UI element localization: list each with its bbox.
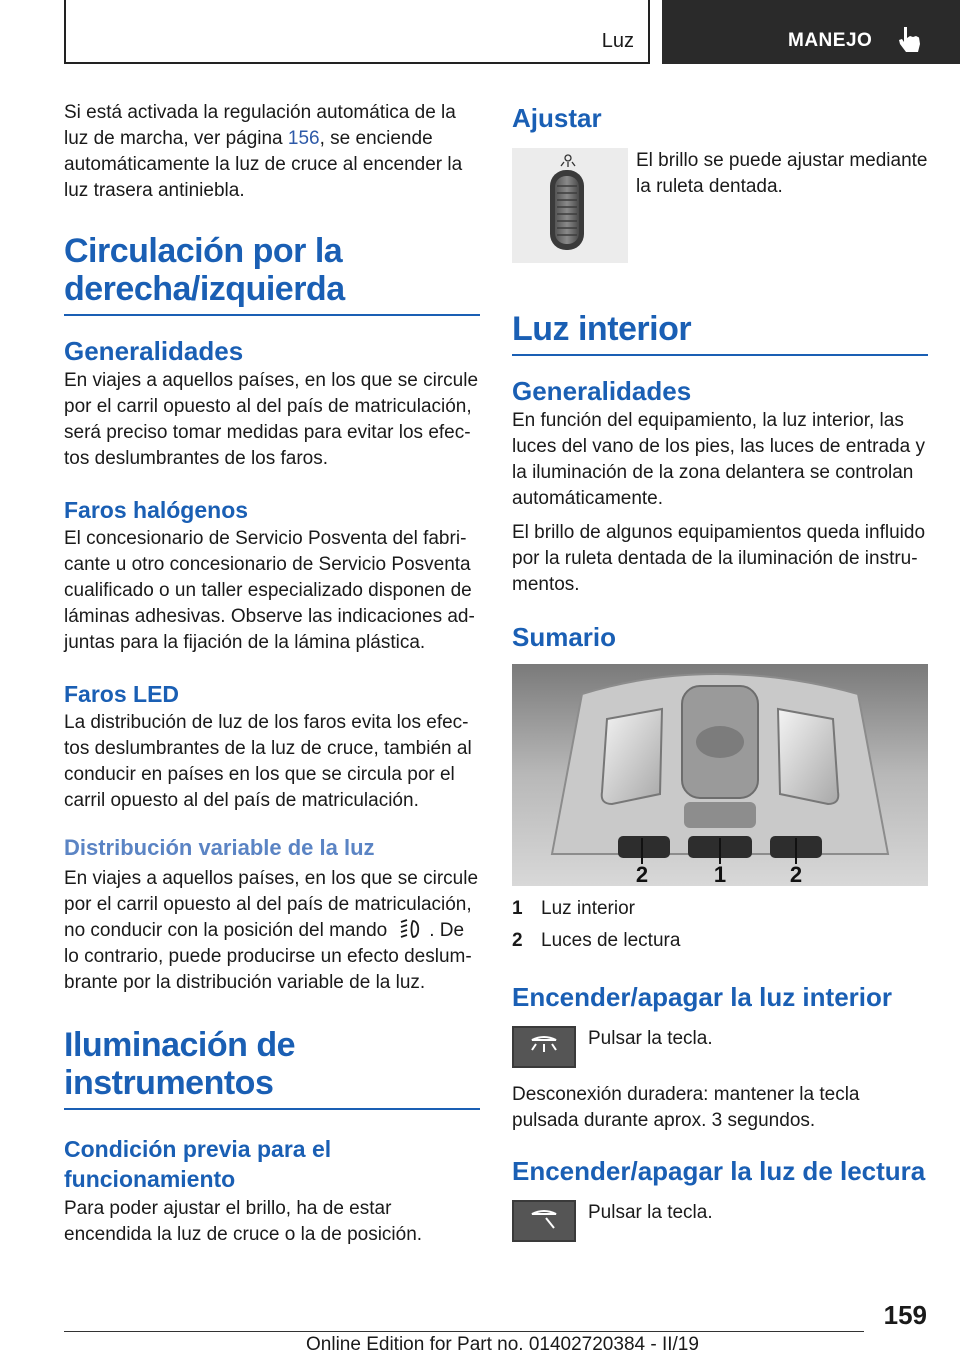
heading-condicion-previa: Condición previa para el funcionamiento [64,1136,332,1192]
callout-right-reading: 2 [789,862,803,886]
heading-ajustar: Ajustar [512,103,602,133]
header-section-title: Luz [601,30,634,52]
interior-light-button-icon [512,1026,576,1068]
pointing-hand-icon [894,24,924,56]
legend-number: 1 [512,898,523,919]
callout-left-reading: 2 [635,862,649,886]
footer-edition: Online Edition for Part no. 01402720384 - II/19 [306,1334,699,1355]
paragraph-generalidades-right-1: En función del equipamiento, la luz interior, las luces del vano de los pies, las luces de entrada y la iluminación de la zona delantera se controlan automáticamente. [512,410,925,509]
paragraph-condicion-previa: Para poder ajustar el brillo, ha de estar encendida la luz de cruce o la de posición. [64,1198,423,1245]
paragraph-desconexion: Desconexión duradera: mantener la tecla pulsada durante aprox. 3 segundos. [512,1084,860,1131]
page-link[interactable]: 156 [287,128,320,149]
paragraph-faros-halogenos: El concesionario de Servicio Posventa del fabricante u otro concesionario de Servicio Posventa cualificado o un taller especializado disponen de láminas adhesivas. Observe las indicaciones adjuntas para la fijación de la lámina plástica. [64,528,475,653]
heading-circulacion: Circulación por la derecha/izquierda [64,232,480,316]
paragraph-faros-led: La distribución de luz de los faros evita los efectos deslumbrantes de la luz de cruce, también al conducir en países en los que se circula por el carril opuesto al del país de matriculación. [64,712,472,811]
callout-interior: 1 [713,862,727,886]
heading-iluminacion-instrumentos: Iluminación de instrumentos [64,1026,480,1110]
legend-item [512,930,928,962]
heading-generalidades-left: Generalidades [64,336,244,366]
legend-text: Luz interior [541,898,635,919]
overhead-console-image [512,664,928,886]
paragraph-generalidades-left: En viajes a aquellos países, en los que se circule por el carril opuesto al del país de matriculación, será preciso tomar medidas para evitar los efectos deslumbrantes de los faros. [64,370,479,469]
footer-rule [64,1331,864,1332]
thumbwheel-image [512,148,628,263]
paragraph-generalidades-right-2: El brillo de algunos equipamientos queda influido por la ruleta dentada de la iluminación de instrumentos. [512,522,926,595]
header-section-box [64,0,650,64]
header-chapter-label: MANEJO [788,30,873,51]
ajustar-row [512,148,928,272]
heading-luz-interior: Luz interior [512,310,928,356]
right-column [512,100,928,1244]
headlight-low-beam-icon [397,918,423,940]
paragraph-pulsar-interior: Pulsar la tecla. [588,1028,713,1049]
paragraph-pulsar-lectura: Pulsar la tecla. [588,1202,713,1223]
heading-distribucion-variable: Distribución variable de la luz [64,835,375,860]
page-number: 159 [883,1300,927,1330]
legend-list [512,898,928,962]
reading-light-button-icon [512,1200,576,1242]
reading-button-row [512,1200,928,1244]
heading-encender-interior: Encender/apagar la luz interior [512,982,892,1012]
legend-number: 2 [512,930,523,951]
heading-generalidades-right: Generalidades [512,376,692,406]
interior-button-row [512,1026,928,1070]
paragraph-ajustar: El brillo se puede ajustar mediante la ruleta dentada. [636,150,928,197]
left-column [64,100,480,1248]
paragraph-distribucion-variable: En viajes a aquellos países, en los que se circule por el carril opuesto al del país de matriculación, no conducir con la posición del mando . De lo contrario, puede producirse un efecto deslumbrante por la distribución variable de la luz. [64,868,479,993]
legend-text: Luces de lectura [541,930,681,951]
header-chapter-tab[interactable] [662,0,960,64]
heading-faros-led: Faros LED [64,681,180,707]
heading-faros-halogenos: Faros halógenos [64,497,249,523]
heading-sumario: Sumario [512,622,617,652]
legend-item [512,898,928,930]
heading-encender-lectura: Encender/apagar la luz de lectura [512,1156,926,1186]
intro-paragraph: Si está activada la regulación automática de la luz de marcha, ver página 156, se enciende automáticamente la luz de cruce al encender la luz trasera antiniebla. [64,102,463,201]
